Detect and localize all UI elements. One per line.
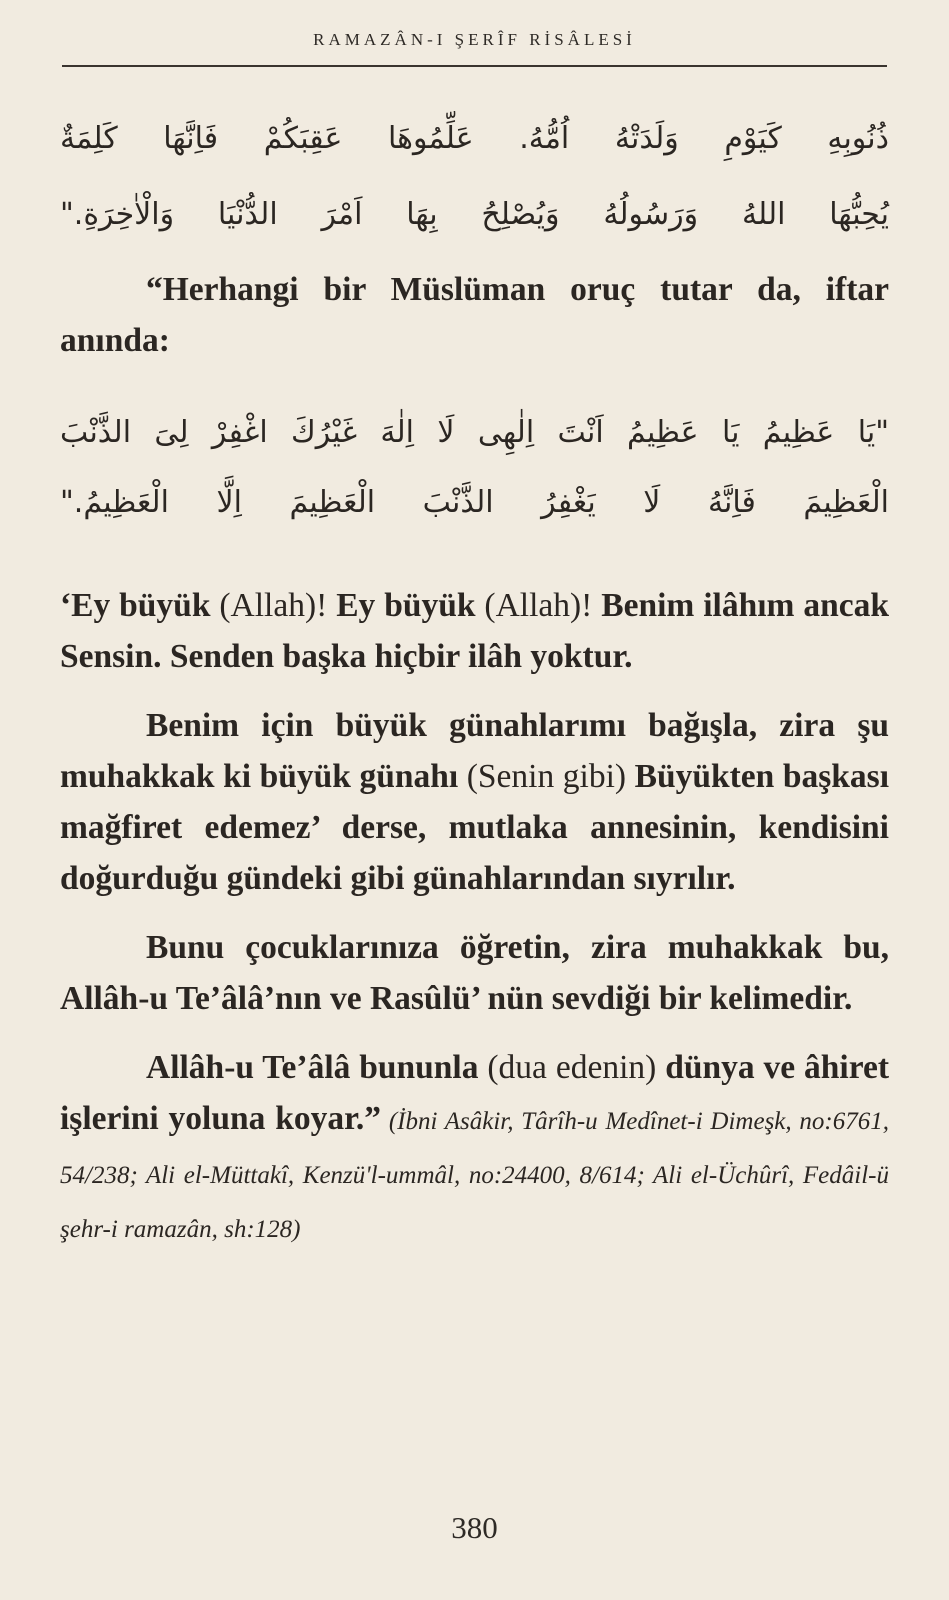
translation-paragraph-2 [60,700,889,904]
arabic-dua-line-2: الْعَظِيمَ فَاِنَّهُ لَا يَغْفِرُ الذَّنْبَ الْعَظِيمَ اِلَّا الْعَظِيمُ." [60,485,889,520]
p4-paren: (dua edenin) [487,1049,657,1086]
arabic-dua-line-1: "يَا عَظِيمُ يَا عَظِيمُ اَنْتَ اِلٰهِى لَا اِلٰهَ غَيْرُكَ اغْفِرْ لِىَ الذَّنْبَ [60,415,889,450]
p1-text-a: ‘Ey büyük [60,587,220,624]
header-rule [62,65,887,67]
intro-paragraph: “Herhangi bir Müslüman oruç tutar da, iftar anında: [60,271,889,359]
translation-paragraph-3: Bunu çocuklarınıza öğretin, zira muhakkak bu, Allâh-u Te’âlâ’nın ve Rasûlü’ nün sevdiği bir kelimedir. [60,929,889,1017]
source-citation: (İbni Asâkir, Târîh-u Medînet-i Dimeşk, no:6761, 54/238; Ali el-Müttakî, Kenzü'l-ummâl, no:24400, 8/614; Ali el-Üchûrî, Fedâil-ü şehr-i ramazân, sh:128) [60,1108,889,1243]
p2-text-a: Benim için büyük günahlarımı bağışla, zira şu muhakkak ki büyük günahı [60,707,889,795]
p1-text-b: Ey büyük [327,587,485,624]
page-body [60,90,889,1255]
p2-text-b: Büyükten başkası mağfiret edemez’ derse, mutlaka annesinin, kendisini doğurduğu gündeki gibi günahlarından sıyrılır. [60,758,890,897]
arabic-hadith-line-2: يُحِبُّهَا اللهُ وَرَسُولُهُ وَيُصْلِحُ بِهَا اَمْرَ الدُّنْيَا وَالْاٰخِرَةِ." [60,197,889,232]
p4-text-a: Allâh-u Te’âlâ bununla [146,1049,488,1086]
arabic-hadith-line-1: ذُنُوبِهِ كَيَوْمِ وَلَدَتْهُ اُمُّهُ. عَلِّمُوهَا عَقِبَكُمْ فَاِنَّهَا كَلِمَةٌ [60,121,889,156]
page-number: 380 [451,1510,498,1545]
translation-paragraph-4 [60,1042,889,1255]
translation-paragraph-1 [60,580,889,682]
running-header: RAMAZÂN-I ŞERÎF RİSÂLESİ [313,30,636,49]
p4-text-b: dünya ve âhiret işlerini yoluna koyar.” [60,1049,889,1137]
p1-paren-a: (Allah)! [219,587,328,624]
p1-paren-b: (Allah)! [484,587,593,624]
p1-text-c: Benim ilâhım ancak Sensin. Senden başka hiçbir ilâh yoktur. [60,587,889,675]
p2-paren: (Senin gibi) [466,758,627,795]
